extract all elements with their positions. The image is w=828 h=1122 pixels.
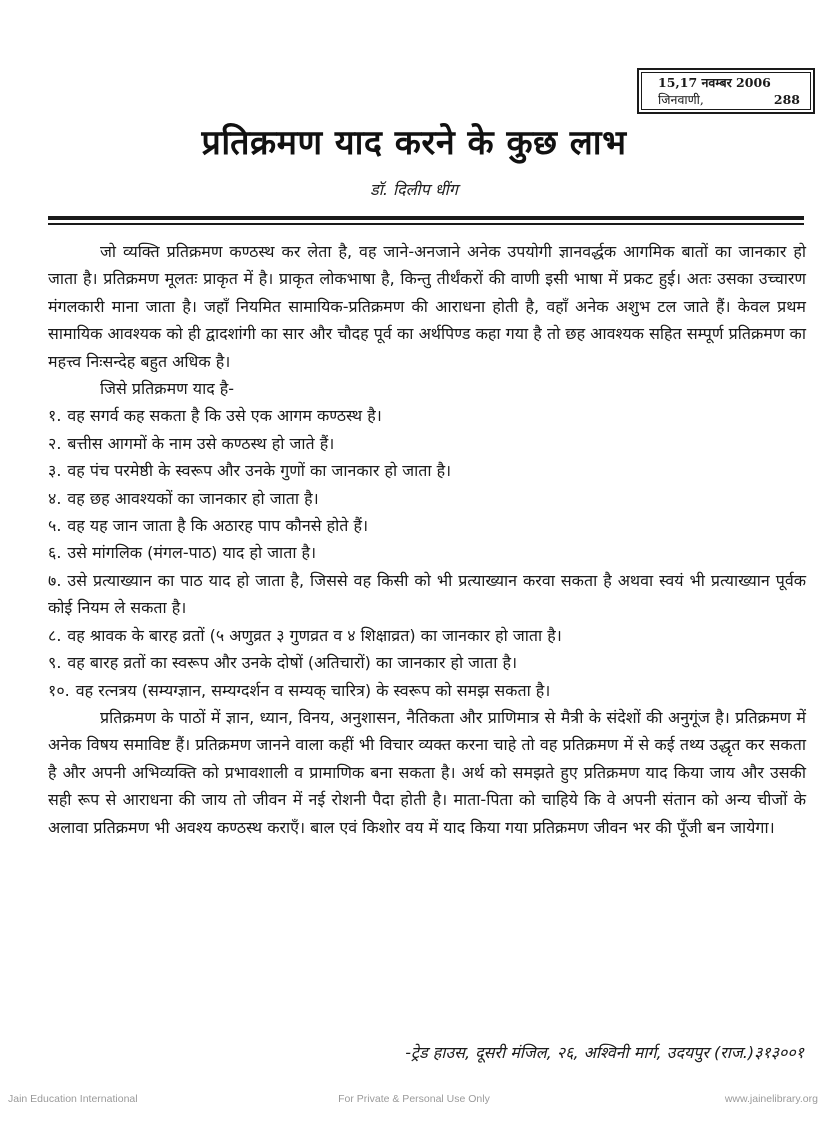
list-item xyxy=(48,430,806,457)
list-item xyxy=(48,402,806,429)
list-item-number: ७. xyxy=(48,570,62,590)
list-item-text: वह पंच परमेष्ठी के स्वरूप और उनके गुणों का जानकार हो जाता है। xyxy=(67,461,452,481)
list-item-number: ९. xyxy=(48,653,62,673)
list-item-text: उसे मांगलिक (मंगल-पाठ) याद हो जाता है। xyxy=(67,543,317,563)
list-item-text: वह यह जान जाता है कि अठारह पाप कौनसे होते हैं। xyxy=(67,516,369,536)
benefits-list xyxy=(48,402,806,703)
list-item xyxy=(48,457,806,484)
list-item xyxy=(48,512,806,539)
issue-date: 15,17 नवम्बर 2006 xyxy=(658,75,771,90)
list-item xyxy=(48,539,806,566)
list-item-number: १०. xyxy=(48,680,70,700)
page-footer xyxy=(0,1093,828,1109)
list-item-number: ४. xyxy=(48,488,62,508)
list-item-text: वह बारह व्रतों का स्वरूप और उनके दोषों (अतिचारों) का जानकार हो जाता है। xyxy=(67,653,518,673)
publication-row xyxy=(658,91,800,108)
list-item-text: वह सगर्व कह सकता है कि उसे एक आगम कण्ठस्थ है। xyxy=(67,406,382,426)
closing-paragraph: प्रतिक्रमण के पाठों में ज्ञान, ध्यान, विनय, अनुशासन, नैतिकता और प्राणिमात्र से मैत्री के संदेशों की अनुगूंज है। प्रतिक्रमण में अनेक विषय समाविष्ट हैं। प्रतिक्रमण जानने वाला कहीं भी विचार व्यक्त करना चाहे तो वह प्रतिक्रमण में से कई तथ्य उद्धृत कर सकता है और अपनी अभिव्यक्ति को प्रभावशाली व प्रामाणिक बना सकता है। अर्थ को समझते हुए प्रतिक्रमण याद किया जाय और उसकी सही रूप से आराधना की जाय तो जीवन में नई रोशनी पैदा होती है। माता-पिता को चाहिये कि वे अपनी संतान को अन्य चीजों के अलावा प्रतिक्रमण भी अवश्य कण्ठस्थ कराएँ। बाल एवं किशोर वय में याद किया गया प्रतिक्रमण जीवन भर की पूँजी बन जायेगा। xyxy=(48,707,806,837)
list-item-number: २. xyxy=(48,433,62,453)
title-divider-thick xyxy=(48,216,804,220)
list-item xyxy=(48,677,806,704)
list-item-number: ३. xyxy=(48,461,62,481)
list-item xyxy=(48,485,806,512)
page-number: 288 xyxy=(773,92,800,107)
list-item-text: वह रत्नत्रय (सम्यग्ज्ञान, सम्यग्दर्शन व सम्यक् चारित्र) के स्वरूप को समझ सकता है। xyxy=(75,680,551,700)
author-address: -ट्रेड हाउस, दूसरी मंजिल, २६, अश्विनी मार्ग, उदयपुर (राज.)३१३००१ xyxy=(405,1043,804,1062)
list-lead: जिसे प्रतिक्रमण याद है- xyxy=(100,379,235,399)
list-item-text: उसे प्रत्याख्यान का पाठ याद हो जाता है, जिससे वह किसी को भी प्रत्याख्यान करवा सकता है अथवा स्वयं भी प्रत्याख्यान पूर्वक कोई नियम ले सकता है। xyxy=(48,570,806,618)
list-item-number: ५. xyxy=(48,516,62,536)
publication-name: जिनवाणी, xyxy=(658,92,704,107)
list-item-text: बत्तीस आगमों के नाम उसे कण्ठस्थ हो जाते हैं। xyxy=(67,433,335,453)
title-divider-thin xyxy=(48,223,804,225)
footer-usage-note: For Private & Personal Use Only xyxy=(338,1093,490,1105)
list-item xyxy=(48,567,806,622)
article-title: प्रतिक्रमण याद करने के कुछ लाभ xyxy=(201,123,627,163)
article-author: डॉ. दिलीप धींग xyxy=(370,180,458,199)
footer-publisher: Jain Education International xyxy=(8,1093,138,1105)
list-item xyxy=(48,649,806,676)
list-item-number: ६. xyxy=(48,543,62,563)
list-item-text: वह छह आवश्यकों का जानकार हो जाता है। xyxy=(67,488,319,508)
article-body xyxy=(48,238,806,841)
issue-info-box xyxy=(637,68,815,114)
list-item-number: ८. xyxy=(48,625,62,645)
footer-website-link[interactable]: www.jainelibrary.org xyxy=(724,1093,818,1105)
issue-date-row xyxy=(658,74,800,91)
list-item xyxy=(48,622,806,649)
intro-paragraph: जो व्यक्ति प्रतिक्रमण कण्ठस्थ कर लेता है, वह जाने-अनजाने अनेक उपयोगी ज्ञानवर्द्धक आगमिक बातों का जानकार हो जाता है। प्रतिक्रमण मूलतः प्राकृत में है। प्राकृत लोकभाषा है, किन्तु तीर्थंकरों की वाणी इसी भाषा में प्रकट हुई। अतः उसका उच्चारण मंगलकारी माना जाता है। जहाँ नियमित सामायिक-प्रतिक्रमण की आराधना होती है, वहाँ अनेक अशुभ टल जाते हैं। केवल प्रथम सामायिक आवश्यक को ही द्वादशांगी का सार और चौदह पूर्व का अर्थपिण्ड कहा गया है तो छह आवश्यक सहित सम्पूर्ण प्रतिक्रमण का महत्त्व निःसन्देह बहुत अधिक है। xyxy=(48,242,806,371)
list-item-number: १. xyxy=(48,406,62,426)
list-item-text: वह श्रावक के बारह व्रतों (५ अणुव्रत ३ गुणव्रत व ४ शिक्षाव्रत) का जानकार हो जाता है। xyxy=(67,625,562,645)
